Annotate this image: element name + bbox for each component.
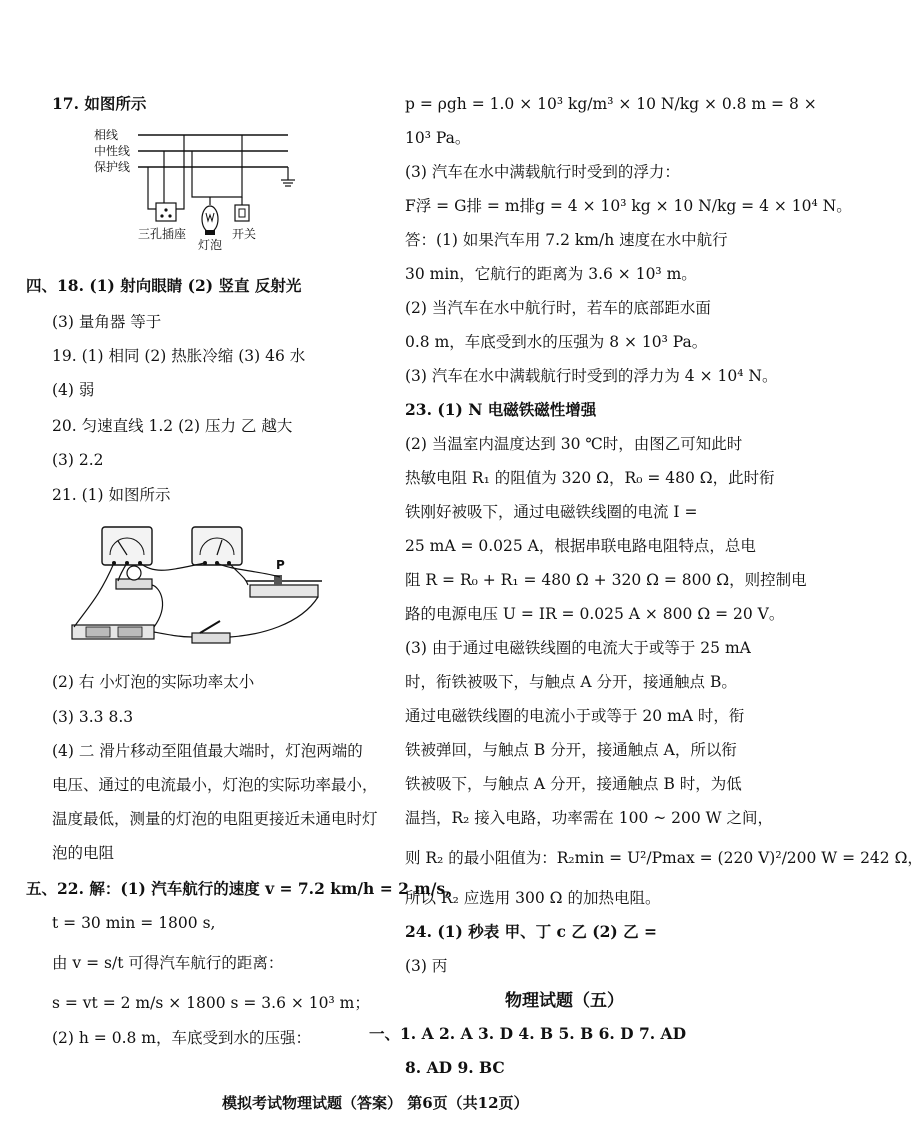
q22-line-3: 由 v = s/t 可得汽车航行的距离：	[52, 954, 284, 972]
r-line-18: 时，衔铁被吸下，与触点 A 分开，接通触点 B。	[405, 673, 737, 691]
lamp-holder-icon	[116, 566, 152, 589]
r-line-3: (3) 汽车在水中满载航行时受到的浮力：	[405, 163, 680, 181]
r-line-20: 铁被弹回，与触点 B 分开，接通触点 A，所以衔	[405, 741, 737, 759]
ammeter-icon	[102, 527, 152, 565]
r-line-6: 30 min，它航行的距离为 3.6 × 10³ m。	[405, 265, 697, 283]
switch-icon	[235, 205, 249, 221]
q21-line-3: (3) 3.3 8.3	[52, 708, 134, 726]
q22-line-4: s = vt = 2 m/s × 1800 s = 3.6 × 10³ m；	[52, 994, 370, 1012]
knife-switch-icon	[192, 621, 230, 643]
r-line-14: 25 mA = 0.025 A，根据串联电路电阻特点，总电	[405, 537, 756, 555]
q17-heading: 17. 如图所示	[52, 94, 147, 113]
q19-line-2: (4) 弱	[52, 381, 95, 399]
q21-line-5: 电压、通过的电流最小，灯泡的实际功率最小，	[52, 776, 378, 794]
three-pin-socket-icon	[156, 203, 176, 221]
r-line-21: 铁被吸下，与触点 A 分开，接通触点 B 时，为低	[405, 775, 742, 793]
r-line-26: (3) 丙	[405, 957, 448, 975]
wire-label-ground: 保护线	[94, 160, 131, 174]
device-label-bulb: 灯泡	[198, 238, 223, 252]
household-circuit-figure	[92, 125, 302, 250]
r-line-1: p = ρgh = 1.0 × 10³ kg/m³ × 10 N/kg × 0.8 m = 8 ×	[405, 95, 817, 113]
electrical-experiment-figure	[60, 515, 360, 665]
r-line-7: (2) 当汽车在水中航行时，若车的底部距水面	[405, 299, 711, 317]
r-line-4: F浮 = G排 = m排g = 4 × 10³ kg × 10 N/kg = 4 × 10⁴ N。	[405, 197, 852, 215]
mc-answers-line-1: 一、1. A 2. A 3. D 4. B 5. B 6. D 7. AD	[369, 1024, 687, 1043]
q21-line-7: 泡的电阻	[52, 844, 115, 862]
r-line-9: (3) 汽车在水中满载航行时受到的浮力为 4 × 10⁴ N。	[405, 367, 778, 385]
r-line-19: 通过电磁铁线圈的电流小于或等于 20 mA 时，衔	[405, 707, 745, 725]
q20-line-2: (3) 2.2	[52, 451, 104, 469]
wire-label-neutral: 中性线	[94, 144, 131, 158]
q18-line-1: 四、18. (1) 射向眼睛 (2) 竖直 反射光	[26, 276, 302, 295]
page-footer: 模拟考试物理试题（答案） 第6页（共12页）	[222, 1094, 529, 1112]
device-label-socket: 三孔插座	[138, 227, 187, 241]
q21-line-4: (4) 二 滑片移动至阻值最大端时，灯泡两端的	[52, 742, 363, 760]
q22-line-2: t = 30 min = 1800 s,	[52, 914, 216, 932]
battery-icon	[72, 625, 154, 639]
section-title: 物理试题（五）	[505, 991, 624, 1011]
r-line-24: 所以 R₂ 应选用 300 Ω 的加热电阻。	[405, 889, 661, 907]
r-line-5: 答：(1) 如果汽车用 7.2 km/h 速度在水中航行	[405, 231, 728, 249]
r-line-22: 温挡，R₂ 接入电路，功率需在 100 ~ 200 W 之间，	[405, 809, 774, 827]
rheostat-icon	[246, 575, 322, 597]
slider-label-p: P	[276, 558, 285, 572]
r-line-12: 热敏电阻 R₁ 的阻值为 320 Ω，R₀ = 480 Ω，此时衔	[405, 469, 775, 487]
light-bulb-icon	[202, 206, 218, 235]
r-line-10: 23. (1) N 电磁铁磁性增强	[405, 400, 597, 419]
r-line-2: 10³ Pa。	[405, 129, 471, 147]
q21-line-2: (2) 右 小灯泡的实际功率太小	[52, 673, 255, 691]
r-line-16: 路的电源电压 U = IR = 0.025 A × 800 Ω = 20 V。	[405, 605, 785, 623]
r-line-11: (2) 当温室内温度达到 30 ℃时，由图乙可知此时	[405, 435, 743, 453]
mc-answers-line-2: 8. AD 9. BC	[405, 1058, 505, 1077]
r-line-23: 则 R₂ 的最小阻值为：R₂min = U²/Pmax = (220 V)²/200 W = 242 Ω，	[405, 849, 923, 867]
device-label-switch: 开关	[232, 227, 257, 241]
q22-line-1: 五、22. 解：(1) 汽车航行的速度 v = 7.2 km/h = 2 m/s,	[26, 879, 451, 898]
q19-line-1: 19. (1) 相同 (2) 热胀冷缩 (3) 46 水	[52, 347, 306, 365]
r-line-25: 24. (1) 秒表 甲、丁 c 乙 (2) 乙 =	[405, 922, 657, 941]
r-line-17: (3) 由于通过电磁铁线圈的电流大于或等于 25 mA	[405, 639, 751, 657]
q20-line-1: 20. 匀速直线 1.2 (2) 压力 乙 越大	[52, 417, 293, 435]
q22-line-5: (2) h = 0.8 m，车底受到水的压强：	[52, 1029, 311, 1047]
r-line-8: 0.8 m，车底受到水的压强为 8 × 10³ Pa。	[405, 333, 708, 351]
voltmeter-icon	[192, 527, 242, 565]
q18-line-2: (3) 量角器 等于	[52, 313, 162, 331]
r-line-13: 铁刚好被吸下，通过电磁铁线圈的电流 I =	[405, 503, 698, 521]
r-line-15: 阻 R = R₀ + R₁ = 480 Ω + 320 Ω = 800 Ω，则控制电	[405, 571, 807, 589]
q21-line-1: 21. (1) 如图所示	[52, 486, 171, 504]
wire-label-live: 相线	[94, 128, 119, 142]
q21-line-6: 温度最低，测量的灯泡的电阻更接近未通电时灯	[52, 810, 378, 828]
